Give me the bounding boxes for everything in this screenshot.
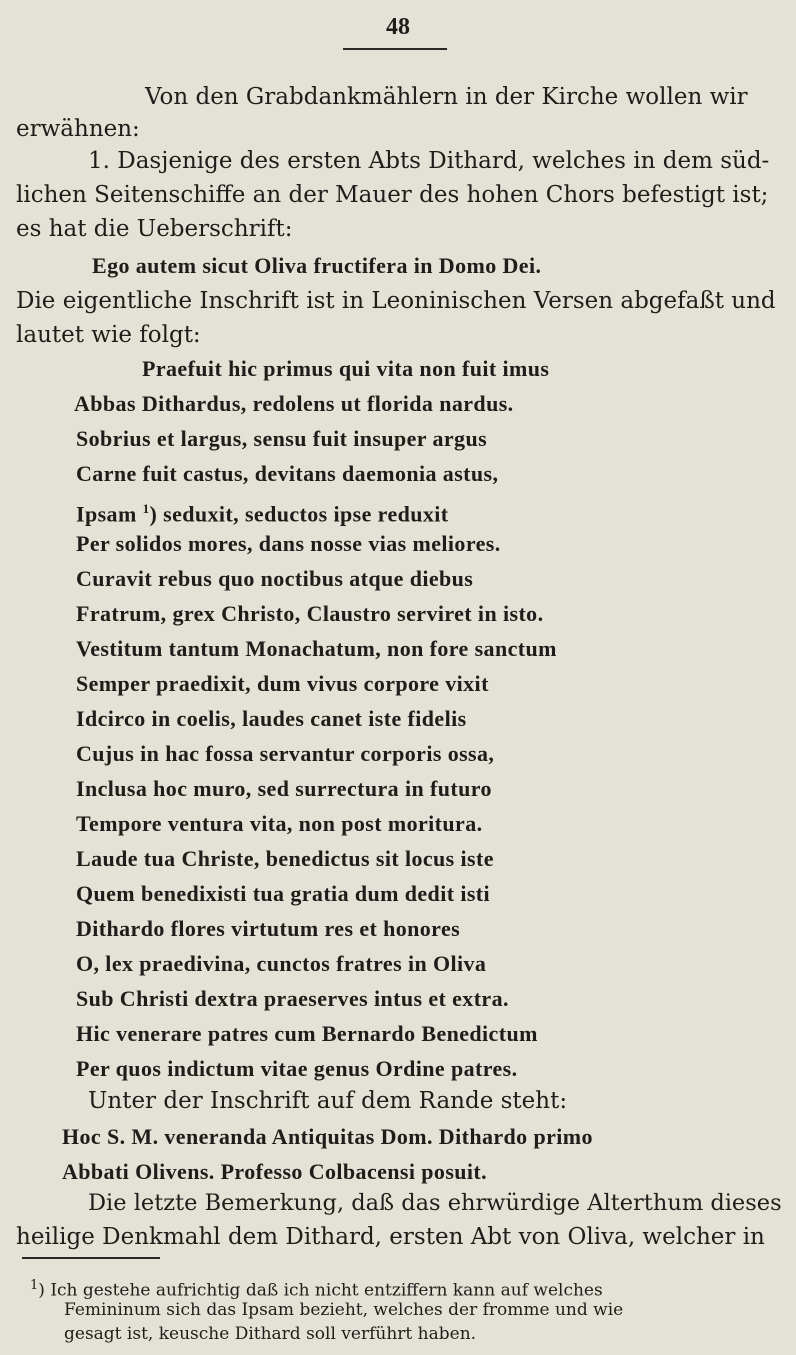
verse-line: Quem benedixisti tua gratia dum dedit isti <box>76 881 491 906</box>
footnote-text: ) Ich gestehe aufrichtig daß ich nicht entziffern kann auf welches <box>38 1280 603 1301</box>
verse-line: Idcirco in coelis, laudes canet iste fidelis <box>76 706 467 731</box>
verse-line: Laude tua Christe, benedictus sit locus iste <box>76 846 494 871</box>
intro-line-1: Von den Grabdankmählern in der Kirche wollen wir <box>145 84 748 110</box>
verse-line: Carne fuit castus, devitans daemonia astus, <box>76 461 499 486</box>
verse-line: Tempore ventura vita, non post moritura. <box>76 811 483 836</box>
verse-line: Cujus in hac fossa servantur corporis ossa, <box>76 741 495 766</box>
footnote-rule <box>22 1257 160 1259</box>
verse-line: Hic venerare patres cum Bernardo Benedictum <box>76 1021 538 1046</box>
intro-line-2: erwähnen: <box>16 116 140 142</box>
footnote-line-3: gesagt ist, keusche Dithard soll verführt haben. <box>64 1324 477 1344</box>
inscription-intro-line-1: Die eigentliche Inschrift ist in Leoninischen Versen abgefaßt und <box>16 288 776 314</box>
page-number: 48 <box>386 14 410 40</box>
item1-line-2: lichen Seitenschiffe an der Mauer des hohen Chors befestigt ist; <box>16 182 769 208</box>
verse-line: Sub Christi dextra praeserves intus et extra. <box>76 986 509 1011</box>
header-rule <box>343 48 447 50</box>
verse-line: Fratrum, grex Christo, Claustro serviret in isto. <box>76 601 544 626</box>
verse-line: Vestitum tantum Monachatum, non fore sanctum <box>76 636 557 661</box>
superscription: Ego autem sicut Oliva fructifera in Domo Dei. <box>92 253 542 278</box>
verse-line: Abbas Dithardus, redolens ut florida nardus. <box>74 391 514 416</box>
verse-line: Praefuit hic primus qui vita non fuit imus <box>142 356 550 381</box>
item1-line-3: es hat die Ueberschrift: <box>16 216 293 242</box>
verse-line: Curavit rebus quo noctibus atque diebus <box>76 566 474 591</box>
verse-line: Dithardo flores virtutum res et honores <box>76 916 461 941</box>
inscription-intro-line-2: lautet wie folgt: <box>16 322 201 348</box>
verse-line: Sobrius et largus, sensu fuit insuper argus <box>76 426 488 451</box>
closing-line-1: Die letzte Bemerkung, daß das ehrwürdige Alterthum dieses <box>88 1190 782 1216</box>
verse-line: Per solidos mores, dans nosse vias meliores. <box>76 531 501 556</box>
verse-line: Per quos indictum vitae genus Ordine patres. <box>76 1056 518 1081</box>
border-inscription-line-2: Abbati Olivens. Professo Colbacensi posuit. <box>62 1159 488 1184</box>
verse-line: O, lex praedivina, cunctos fratres in Oliva <box>76 951 487 976</box>
footnote-line-2: Femininum sich das Ipsam bezieht, welches der fromme und wie <box>64 1300 624 1320</box>
verse-word: Ipsam <box>76 501 137 527</box>
border-intro: Unter der Inschrift auf dem Rande steht: <box>88 1088 568 1114</box>
footnote-ref: 1 <box>142 501 150 516</box>
footnote-marker: 1 <box>30 1278 39 1293</box>
closing-line-2: heilige Denkmahl dem Dithard, ersten Abt von Oliva, welcher in <box>16 1224 765 1250</box>
verse-line: Inclusa hoc muro, sed surrectura in futuro <box>76 776 492 801</box>
verse-line: Semper praedixit, dum vivus corpore vixit <box>76 671 489 696</box>
border-inscription-line-1: Hoc S. M. veneranda Antiquitas Dom. Dithardo primo <box>62 1124 593 1149</box>
verse-rest: ) seduxit, seductos ipse reduxit <box>149 501 449 527</box>
item1-line-1: 1. Dasjenige des ersten Abts Dithard, welches in dem süd- <box>88 148 770 174</box>
verse-line-with-footnote <box>76 494 449 529</box>
